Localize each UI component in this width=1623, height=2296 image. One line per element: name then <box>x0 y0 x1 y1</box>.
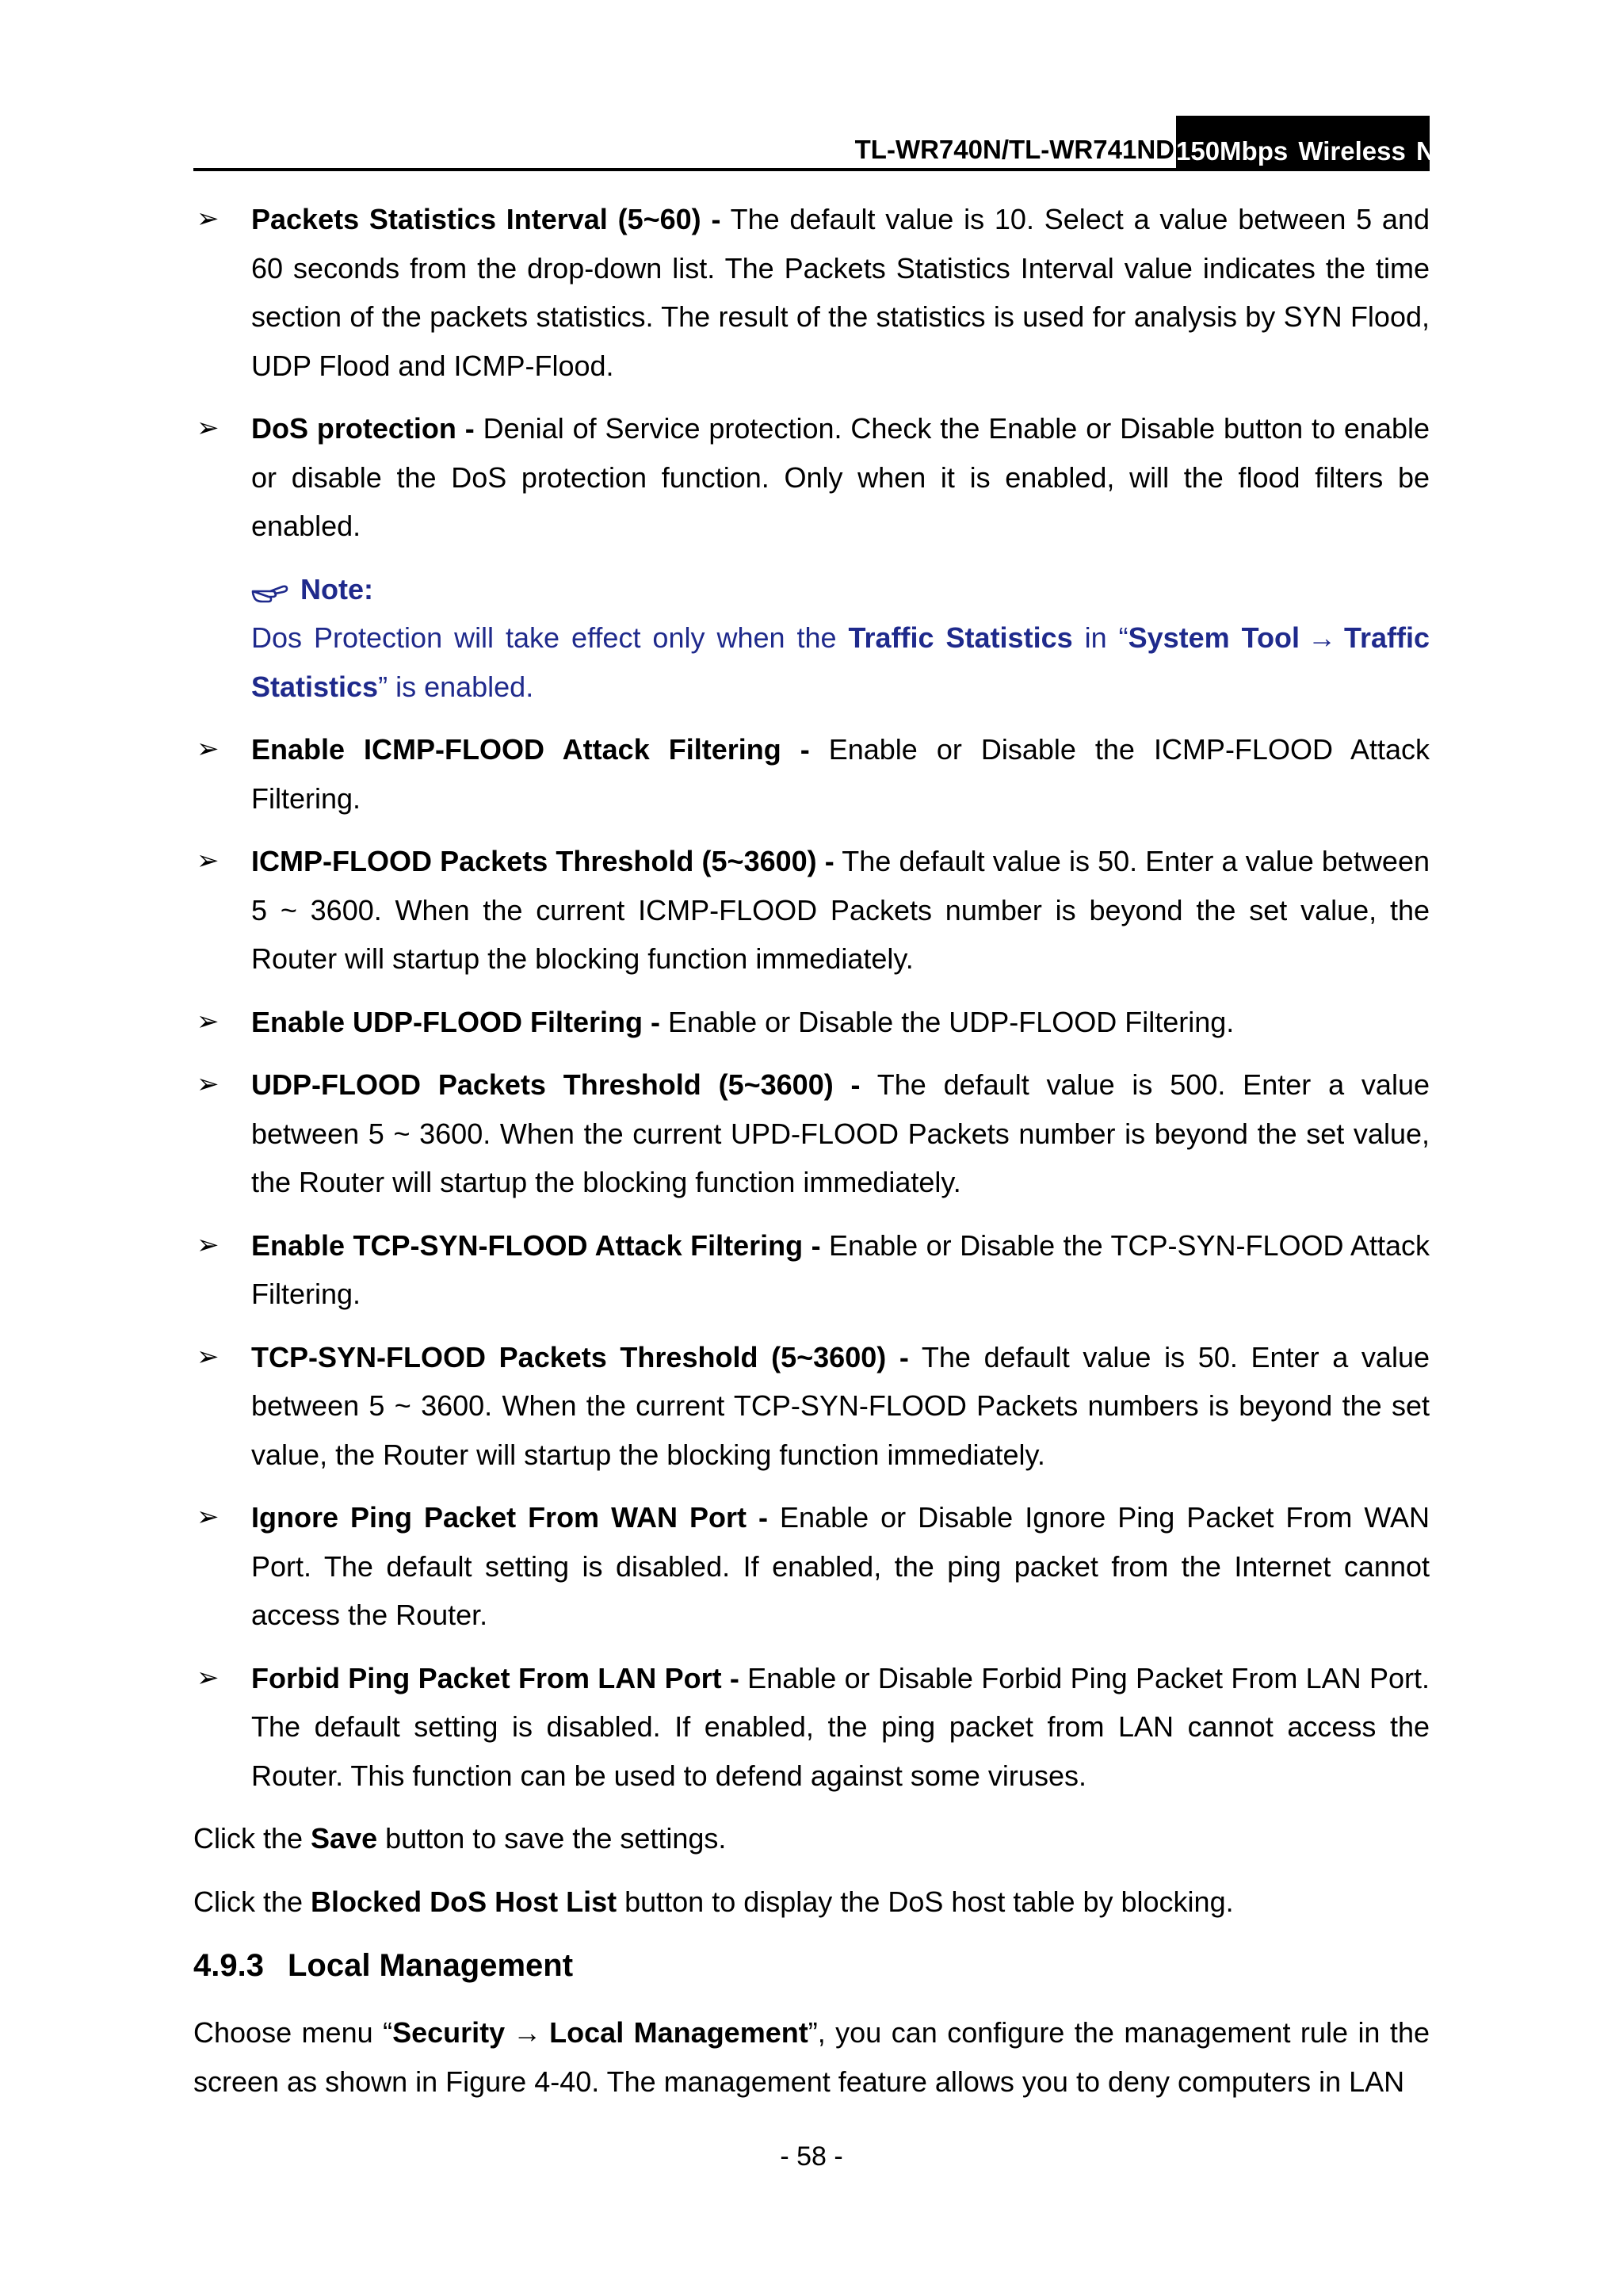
header-rule <box>193 168 1430 171</box>
note-bold-term: System Tool <box>1128 621 1300 654</box>
paragraph-text: Click the <box>193 1885 311 1918</box>
right-arrow-icon: → <box>513 2016 542 2049</box>
section-title: Local Management <box>287 1948 574 1983</box>
bullet-title: Enable ICMP-FLOOD Attack Filtering - <box>251 733 810 766</box>
list-item <box>193 1060 1430 1207</box>
pointing-hand-icon <box>251 575 289 603</box>
bullet-title: Ignore Ping Packet From WAN Port - <box>251 1501 769 1534</box>
bullet-text: Enable or Disable the UDP-FLOOD Filtering. <box>660 1005 1235 1038</box>
arrowhead-bullet-icon: ➢ <box>197 1229 220 1260</box>
save-paragraph <box>193 1814 1430 1863</box>
bullet-text: Enable or Disable Ignore Ping Packet From WAN Port. The default setting is disabled. If enabled, the ping packet from the Internet cannot access the Router. <box>251 1501 1430 1631</box>
list-item <box>193 1333 1430 1480</box>
list-item <box>193 1221 1430 1319</box>
bullet-title: Enable TCP-SYN-FLOOD Attack Filtering - <box>251 1228 821 1262</box>
page-number: - 58 - <box>780 2141 843 2172</box>
arrowhead-bullet-icon: ➢ <box>197 1069 220 1099</box>
bullet-title: TCP-SYN-FLOOD Packets Threshold (5~3600) - <box>251 1340 909 1373</box>
arrowhead-bullet-icon: ➢ <box>197 1341 220 1372</box>
paragraph-text: button to save the settings. <box>377 1822 727 1855</box>
right-arrow-icon: → <box>1307 621 1336 654</box>
paragraph-text: Choose menu “ <box>193 2016 393 2049</box>
paragraph-text: Click the <box>193 1822 311 1855</box>
header-model: TL-WR740N/TL-WR741ND <box>854 135 1174 164</box>
note-bold-term: Traffic Statistics <box>251 621 1430 703</box>
bullet-text: Enable or Disable the TCP-SYN-FLOOD Attack Filtering. <box>251 1228 1430 1310</box>
bullet-text: Denial of Service protection. Check the Enable or Disable button to enable or disable the DoS protection function. Only when it is enabled, will the flood filters be enabled. <box>251 412 1430 542</box>
page-header <box>193 116 1530 170</box>
note-bold-term: Traffic Statistics <box>848 621 1073 654</box>
note-label: Note: <box>300 572 373 606</box>
arrowhead-bullet-icon: ➢ <box>197 1502 220 1532</box>
section-number: 4.9.3 <box>193 1948 264 1983</box>
bullet-title: Forbid Ping Packet From LAN Port - <box>251 1661 739 1694</box>
bullet-text: Enable or Disable the ICMP-FLOOD Attack Filtering. <box>251 733 1430 815</box>
menu-paragraph <box>193 2008 1430 2106</box>
paragraph-text: ”, you can configure the management rule in the screen as shown in Figure 4-40. The management feature allows you to deny computers in LAN <box>193 2016 1430 2098</box>
note-text <box>251 613 1430 711</box>
list-item <box>193 998 1430 1047</box>
bullet-title: Enable UDP-FLOOD Filtering - <box>251 1005 661 1038</box>
paragraph-text: button to display the DoS host table by blocking. <box>617 1885 1234 1918</box>
section-heading <box>193 1940 1430 1991</box>
arrowhead-bullet-icon: ➢ <box>197 734 220 764</box>
bullet-text: The default value is 10. Select a value between 5 and 60 seconds from the drop-down list. The Packets Statistics Interval value indicates the time section of the packets statistics. The result of the statistics is used for analysis by SYN Flood, UDP Flood and ICMP-Flood. <box>251 203 1430 382</box>
note-text-part: ” is enabled. <box>378 670 534 703</box>
arrowhead-bullet-icon: ➢ <box>197 846 220 876</box>
bullet-text: Enable or Disable Forbid Ping Packet From LAN Port. The default setting is disabled. If enabled, the ping packet from LAN cannot access the Router. This function can be used to defend against some viruses. <box>251 1661 1430 1792</box>
bullet-text: The default value is 50. Enter a value between 5 ~ 3600. When the current TCP-SYN-FLOOD Packets numbers is beyond the set value, the Router will startup the blocking function immediately. <box>251 1340 1430 1471</box>
list-item <box>193 404 1430 551</box>
list-item <box>193 1654 1430 1801</box>
header-product: 150Mbps Wireless N Router <box>1176 116 1430 168</box>
arrowhead-bullet-icon: ➢ <box>197 413 220 443</box>
list-item <box>193 195 1430 390</box>
list-item <box>193 725 1430 823</box>
blocked-dos-host-list-reference: Blocked DoS Host List <box>311 1885 617 1918</box>
note-text-part: in “ <box>1072 621 1128 654</box>
bullet-text: The default value is 50. Enter a value between 5 ~ 3600. When the current ICMP-FLOOD Packets number is beyond the set value, the Router will startup the blocking function immediately. <box>251 845 1430 975</box>
note-title <box>251 565 1430 614</box>
note-text-part: Dos Protection will take effect only when the <box>251 621 849 654</box>
save-button-reference: Save <box>311 1822 378 1855</box>
bullet-title: UDP-FLOOD Packets Threshold (5~3600) - <box>251 1068 861 1101</box>
bullet-title: DoS protection - <box>251 412 475 445</box>
arrowhead-bullet-icon: ➢ <box>197 1662 220 1693</box>
bullet-text: The default value is 500. Enter a value between 5 ~ 3600. When the current UPD-FLOOD Packets number is beyond the set value, the Router will startup the blocking function immediately. <box>251 1068 1430 1198</box>
page-body <box>193 195 1430 2120</box>
menu-term: Local Management <box>549 2016 808 2049</box>
blocked-list-paragraph <box>193 1878 1430 1927</box>
bullet-title: Packets Statistics Interval (5~60) - <box>251 203 721 235</box>
menu-term: Security <box>392 2016 506 2049</box>
list-item <box>193 837 1430 984</box>
note-block <box>193 565 1430 712</box>
arrowhead-bullet-icon: ➢ <box>197 204 220 234</box>
arrowhead-bullet-icon: ➢ <box>197 1006 220 1037</box>
bullet-title: ICMP-FLOOD Packets Threshold (5~3600) - <box>251 845 834 877</box>
list-item <box>193 1493 1430 1640</box>
